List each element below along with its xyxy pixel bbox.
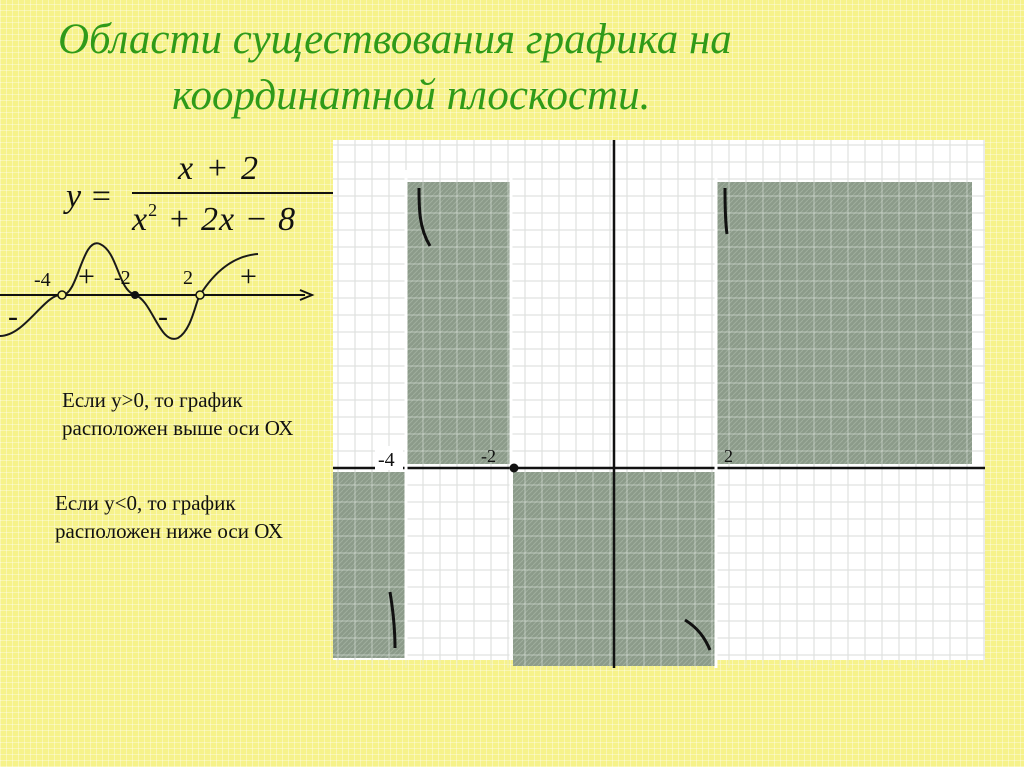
denominator-exponent: 2 — [148, 200, 159, 220]
sign-3: - — [158, 300, 168, 333]
hole-point-minus2 — [510, 464, 519, 473]
x-label-2: 2 — [724, 446, 733, 466]
formula-lhs: y = — [66, 178, 113, 215]
sign-4: + — [240, 260, 257, 293]
coordinate-plane — [333, 140, 985, 668]
note-negative: Если y<0, то график расположен ниже оси ОХ — [55, 491, 283, 543]
title-line-1: Области существования графика на — [58, 16, 732, 63]
denominator-base: x — [132, 201, 149, 238]
sign-label-minus2: -2 — [114, 267, 131, 289]
title-line-2: координатной плоскости. — [172, 72, 651, 119]
sign-chart — [0, 238, 330, 348]
note-positive: Если y>0, то график расположен выше оси ОХ — [62, 388, 294, 440]
sign-1: - — [8, 300, 18, 333]
point-minus2-filled — [131, 291, 139, 299]
function-formula — [60, 150, 320, 250]
fraction-bar — [132, 192, 360, 194]
formula-denominator — [132, 200, 296, 239]
page-title — [0, 12, 1024, 124]
x-label-minus2: -2 — [481, 446, 496, 466]
sign-label-2: 2 — [183, 267, 193, 289]
sign-wave — [0, 243, 258, 339]
denominator-rest: + 2x − 8 — [158, 201, 297, 238]
x-label-minus4: -4 — [378, 449, 395, 471]
region-x-greater-2 — [716, 182, 972, 464]
point-2-open — [196, 291, 204, 299]
formula-numerator: x + 2 — [178, 150, 261, 187]
sign-2: + — [78, 260, 95, 293]
sign-label-minus4: -4 — [34, 269, 51, 291]
point-minus4-open — [58, 291, 66, 299]
